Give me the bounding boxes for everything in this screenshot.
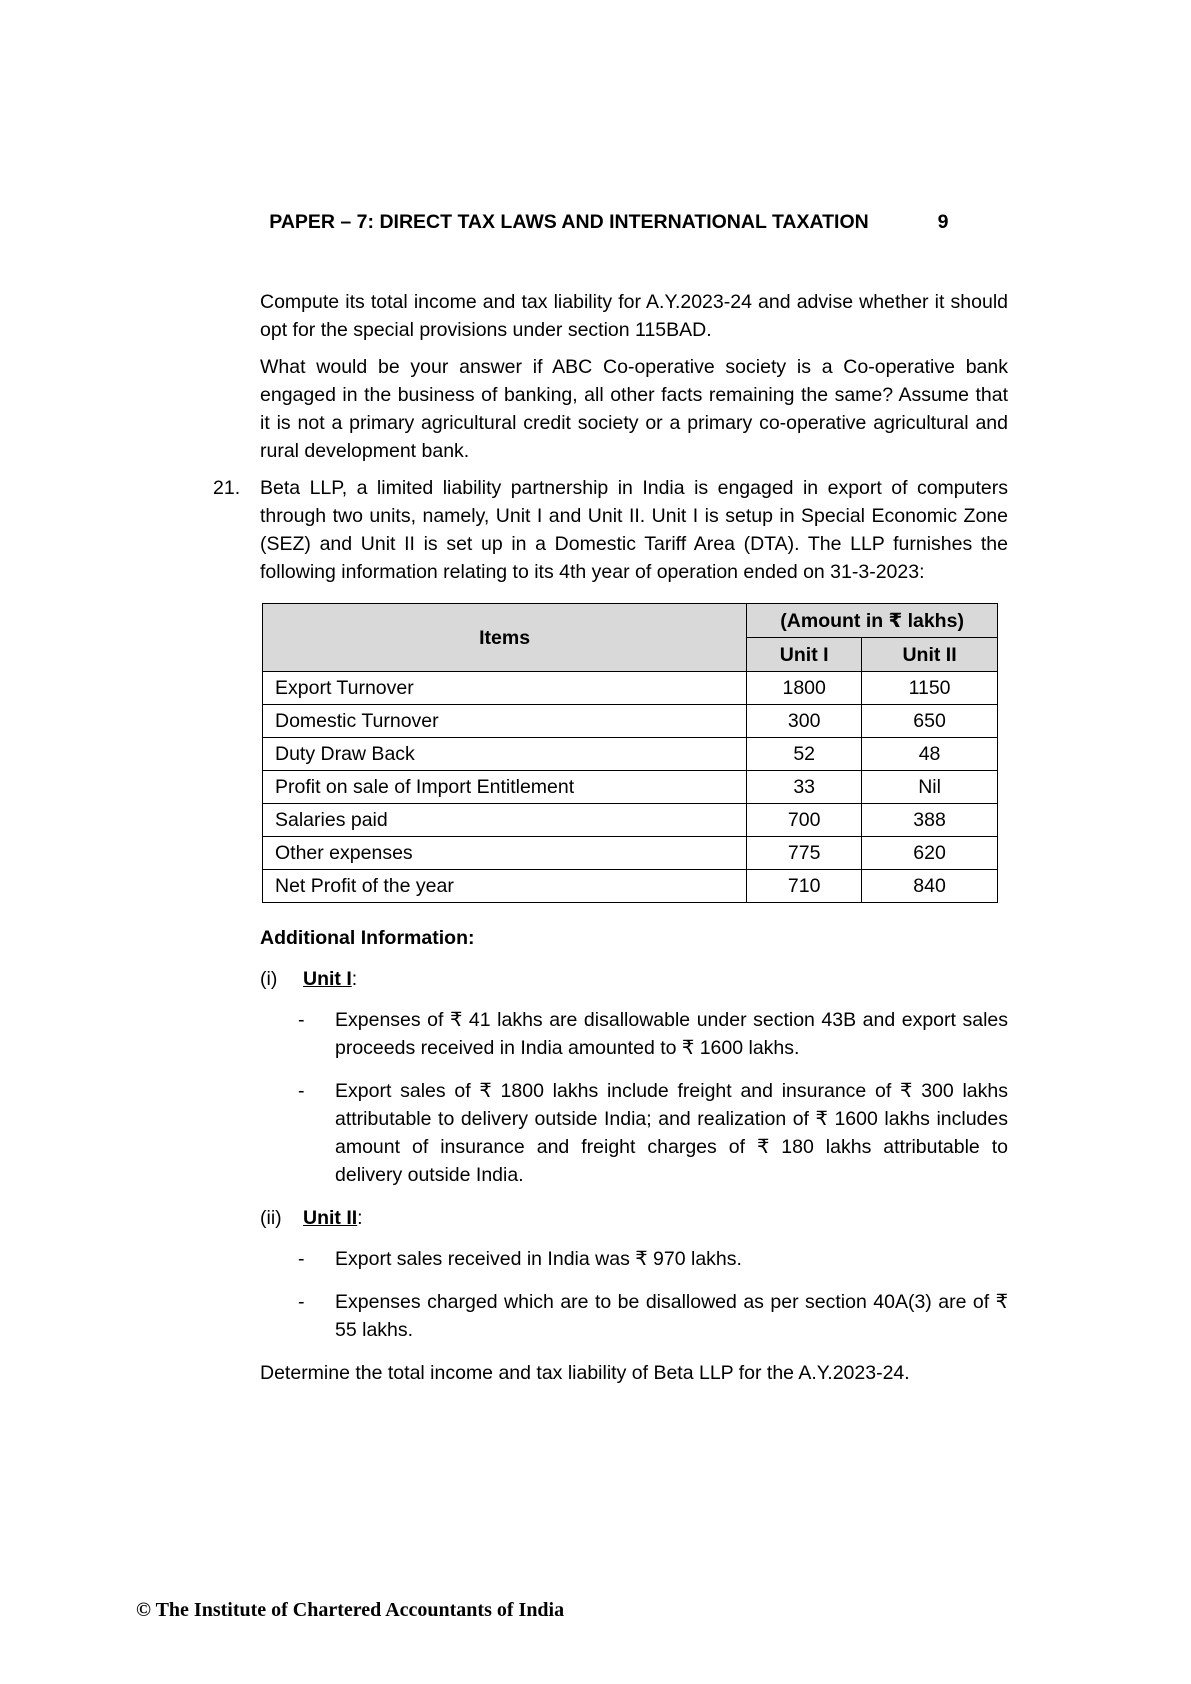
question-21-intro: Beta LLP, a limited liability partnership in India is engaged in export of computers through two units, namely, Unit I and Unit II. Unit I is setup in Special Economic Zone (SEZ) and Unit II is set up in a Domestic Tariff Area (DTA). The LLP furnishes the following information relating to its 4th year of operation ended on 31-3-2023:	[260, 477, 1008, 583]
copyright-footer: © The Institute of Chartered Accountants of India	[136, 1599, 565, 1621]
row-unit1-value: 300	[747, 705, 862, 738]
section-unit2-colon: :	[357, 1207, 363, 1229]
row-unit2-value: 1150	[862, 672, 998, 705]
row-item-label: Profit on sale of Import Entitlement	[263, 771, 747, 804]
paper-title: PAPER – 7: DIRECT TAX LAWS AND INTERNATIONAL TAXATION	[269, 211, 869, 233]
row-unit2-value: 650	[862, 705, 998, 738]
section-unit1-heading-row	[260, 965, 1008, 993]
row-item-label: Net Profit of the year	[263, 870, 747, 903]
section-unit1-colon: :	[351, 968, 358, 990]
paragraph-compute: Compute its total income and tax liability for A.Y.2023-24 and advise whether it should opt for the special provisions under section 115BAD.	[260, 291, 1008, 341]
additional-information-heading: Additional Information:	[260, 927, 475, 949]
section-unit1-heading-wrap	[303, 965, 357, 993]
section-unit1-heading: Unit I	[303, 968, 352, 990]
table-header-row-1	[263, 604, 998, 638]
list-item	[298, 1245, 1008, 1273]
row-unit1-value: 775	[747, 837, 862, 870]
table-row	[263, 672, 998, 705]
paragraph-cooperative-bank: What would be your answer if ABC Co-operative society is a Co-operative bank engaged in the business of banking, all other facts remaining the same? Assume that it is not a primary agricultural credit society or a primary co-operative agricultural and rural development bank.	[260, 356, 1008, 462]
units-amounts-table	[262, 603, 998, 903]
row-unit1-value: 33	[747, 771, 862, 804]
unit2-bullet-2-text: Expenses charged which are to be disallowed as per section 40A(3) are of ₹ 55 lakhs.	[335, 1291, 1008, 1341]
list-item	[298, 1006, 1008, 1062]
list-item	[298, 1288, 1008, 1344]
question-21	[213, 474, 1008, 1387]
section-unit2-label: (ii)	[260, 1207, 282, 1229]
row-unit1-value: 1800	[747, 672, 862, 705]
row-unit1-value: 52	[747, 738, 862, 771]
row-unit1-value: 700	[747, 804, 862, 837]
table-row	[263, 837, 998, 870]
row-item-label: Other expenses	[263, 837, 747, 870]
unit1-bullet-2-text: Export sales of ₹ 1800 lakhs include freight and insurance of ₹ 300 lakhs attributable to delivery outside India; and realization of ₹ 1600 lakhs includes amount of insurance and freight charges of ₹ 180 lakhs attributable to delivery outside India.	[335, 1080, 1008, 1186]
column-header-unit1: Unit I	[747, 638, 862, 672]
row-unit2-value: 840	[862, 870, 998, 903]
question-21-closing: Determine the total income and tax liability of Beta LLP for the A.Y.2023-24.	[260, 1362, 910, 1384]
page-number: 9	[937, 211, 949, 233]
section-unit1-label: (i)	[260, 968, 278, 990]
row-item-label: Domestic Turnover	[263, 705, 747, 738]
unit2-bullets	[298, 1245, 1008, 1344]
page-header	[260, 208, 1008, 236]
section-unit2-heading-row	[260, 1204, 1008, 1232]
dash-bullet-icon: -	[298, 1291, 305, 1313]
list-item	[298, 1077, 1008, 1189]
section-unit2-heading: Unit II	[303, 1207, 358, 1229]
unit2-bullet-1-text: Export sales received in India was ₹ 970 lakhs.	[335, 1248, 742, 1270]
row-item-label: Export Turnover	[263, 672, 747, 705]
row-unit1-value: 710	[747, 870, 862, 903]
column-header-amount: (Amount in ₹ lakhs)	[747, 604, 998, 638]
column-header-items: Items	[263, 604, 747, 672]
row-unit2-value: 48	[862, 738, 998, 771]
table-row	[263, 804, 998, 837]
row-unit2-value: Nil	[862, 771, 998, 804]
table-row	[263, 705, 998, 738]
row-unit2-value: 620	[862, 837, 998, 870]
row-unit2-value: 388	[862, 804, 998, 837]
table-row	[263, 870, 998, 903]
row-item-label: Salaries paid	[263, 804, 747, 837]
column-header-unit2: Unit II	[862, 638, 998, 672]
unit1-bullet-1-text: Expenses of ₹ 41 lakhs are disallowable under section 43B and export sales proceeds received in India amounted to ₹ 1600 lakhs.	[335, 1009, 1008, 1059]
table-row	[263, 771, 998, 804]
row-item-label: Duty Draw Back	[263, 738, 747, 771]
question-21-number: 21.	[213, 477, 241, 499]
dash-bullet-icon: -	[298, 1080, 305, 1102]
dash-bullet-icon: -	[298, 1009, 305, 1031]
dash-bullet-icon: -	[298, 1248, 305, 1270]
table-row	[263, 738, 998, 771]
section-unit2-heading-wrap	[303, 1204, 363, 1232]
page-content	[213, 0, 1008, 1396]
unit1-bullets	[298, 1006, 1008, 1189]
